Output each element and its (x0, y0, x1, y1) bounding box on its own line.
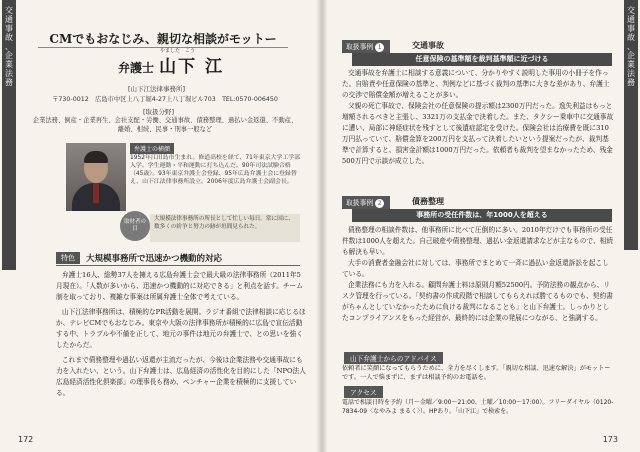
access-text: 電話で相談日時を予約（月〜金曜／9:00〜21:00、土曜／10:00〜17:00）。フリーダイヤル（0120-7834-09〈なやみよ まるく〉）。HPあり。「山下江」で検索を。 (342, 399, 614, 415)
case-2-body (342, 225, 614, 324)
page-headline: CMでもおなじみ、親切な相談がモットー (49, 32, 277, 46)
side-index-tab: 交 通 事 故 、 企 業 法 務 (624, 0, 638, 250)
reporter-quote: 大規模法律事務所の所長として忙しい毎日。常に国に、数多くの紛争と努力の跡が垣間見られた。 (150, 214, 300, 242)
fields-label: [取扱分野] (143, 108, 175, 116)
bio-text: 1952年江田島市生まれ。修道高校を経て、71年東京大学工学部入学。学生運動・平和運動に打ち込んだ。90年司法試験合格（45歳）。93年東京弁護士会登録、95年広島弁護士会に登録替え、山下江法律事務所設立。2006年度広島弁護士会副会長。 (130, 155, 300, 185)
feature-title: 大規模事務所で迅速かつ機動的対応 (86, 254, 223, 264)
case-number: 2 (375, 199, 384, 208)
feature-body (56, 270, 306, 403)
lawyer-role: 弁護士 (117, 61, 154, 75)
case-1-bar: 任意保険の基準額を裁判基準額に近づける (352, 53, 612, 66)
practice-fields: 企業法務、倒産・企業再生、会社支配・労働、交通事故、債務整理、過払い金返還、不動産、離婚、相続、民事・刑事一般など (32, 117, 298, 133)
right-page (322, 0, 640, 452)
side-index-tab: 交 通 事 故 、 企 業 法 務 (2, 0, 16, 270)
paragraph: 弁護士16人、総勢37人を擁える広島弁護士会で最大級の法律事務所（2011年5月現在）。「人数が多いから、迅速かつ機動的に対応できる」と利点を話す。チーム制を取っており、複雑な事案は所属弁護士全体で考えている。 (56, 271, 303, 301)
lawyer-name: 山下 江 (159, 57, 225, 77)
bio-tag: 弁護士の横顔 (130, 143, 174, 154)
paragraph: 大手の消費者金融会社に対しては、事務所でまとめて一斉に過払い金返還訴訟を起こしている。 (342, 259, 609, 278)
case-tag: 取扱事例 1 (342, 40, 390, 53)
paragraph: 父親の死亡事故で、保険会社の任意保険の提示額は2300万円だった。逸失利益はもっと増額されるべきと主張し、3321万の支払金で決着した。また、タクシー乗車中に交通事故に遭い、局部に神経症状を残すとして後遺症認定を受けた。保険会社は治療費を既に310万円払っていて、賠償金算を200万円を支払って決着したいという提案だったが、裁判基準で計算すると、損害金計額は1000万円だった。依頼者も裁判を望まなかったため、残金500万円で示談が成立した。 (342, 102, 614, 165)
feature-header (56, 252, 300, 266)
office-address: 〒730-0012 広島市中区上八丁堀4-27上八丁堀ビル703 TEL:0570-006450 (52, 96, 278, 103)
advice-header: 山下弁護士からのアドバイス (344, 352, 443, 364)
access-header: アクセス (344, 386, 383, 398)
page-number: 172 (18, 435, 34, 444)
case-2-header (342, 196, 612, 208)
lawyer-portrait (66, 143, 126, 211)
lawyer-title (106, 48, 236, 77)
office-label: [山下江法律事務所] (128, 85, 186, 93)
book-gutter (316, 0, 328, 452)
page-number: 173 (602, 435, 618, 444)
reporter-badge: 取材者の目 (120, 211, 150, 241)
case-number: 1 (375, 43, 384, 52)
case-1-body (342, 68, 614, 167)
case-1-header (342, 40, 612, 52)
paragraph: 企業法務にも力を入れる。顧問弁護士料は原則月額52500円。予防法務の観点から、リスク管理を行っている。「契約書の作成段階で相談してもらえれば勝てるものでも、契約書がちゃんとしていなかったために負ける裁判になることも」と山下弁護士。しっかりとしたコンプライアンスをもった経営が、最終的には企業の発展につながる、と強調する。 (342, 281, 613, 322)
case-title: 債務整理 (412, 197, 444, 206)
name-ruby: やました こう (160, 48, 196, 54)
paragraph: 交通事故を弁護士に相談する意義について、分かりやすく説明した事用の小冊子を作った。自賠責や任意保険の基準と、判例などに基づく裁判の基準に大きな差があり、弁護士の交渉で賠償金額が増えることが多い。 (342, 69, 610, 99)
case-tag: 取扱事例 2 (342, 196, 390, 209)
case-title: 交通事故 (412, 41, 444, 50)
paragraph: 債務整理の相談件数は、他事務所に比べて圧倒的に多い。2010年だけでも事務所の受任件数は1000人を超えた。自己破産や債務整理、過払い金返還請求などが主なもので、相続も解決も早い。 (342, 226, 614, 256)
case-2-bar: 事務所の受任件数は、年1000人を超える (352, 209, 612, 222)
paragraph: 山下江法律事務所は、積極的なPR活動を展開。ラジオ番組で法律相談に応じるほか、テレビCMでもおなじみ。東京や大阪の法律事務所が積極的に広島で宣伝活動する中、トラブルや不備を正して、地元の事件は地元の弁護士で、との思いを強くしたからだ。 (56, 308, 306, 349)
feature-tag: 特色 (56, 252, 80, 264)
advice-text: 依頼者に笑顔になってもらうために、全力を尽くします。「親切な相談、迅速な解決」がモットーです。一人で悩まずに、まずは相談予約のお電話を。 (342, 365, 611, 381)
paragraph: これまで債務整理や過払い返還が主流だったが、今後は企業法務や交通事故にも力を入れたい、という。山下弁護士は、広島経済の活性化を目的にした「NPO法人広島経済活性化倶楽部」の理事長も務め、ベンチャー企業を積極的に支援している。 (56, 356, 306, 397)
